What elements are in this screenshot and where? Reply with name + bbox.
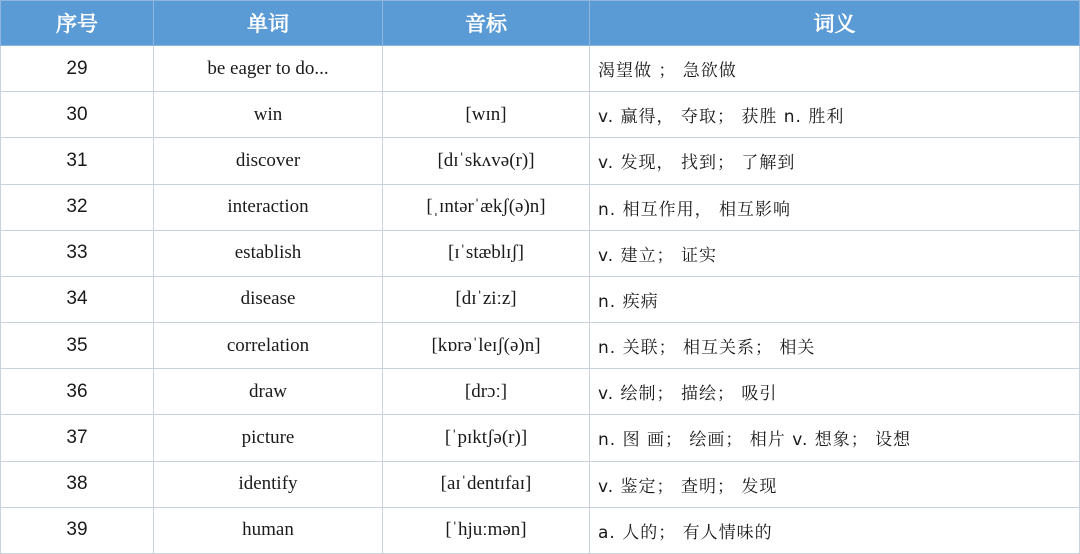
row-meaning: v. 赢得， 夺取； 获胜 n. 胜利 (590, 92, 1080, 138)
row-meaning: v. 建立； 证实 (590, 230, 1080, 276)
row-phonetic: [ˈpɪktʃə(r)] (383, 415, 590, 461)
header-number: 序号 (1, 1, 154, 46)
row-phonetic: [ˈhjuːmən] (383, 507, 590, 553)
header-meaning: 词义 (590, 1, 1080, 46)
row-number: 30 (1, 92, 154, 138)
row-meaning: n. 相互作用， 相互影响 (590, 184, 1080, 230)
row-meaning: n. 疾病 (590, 276, 1080, 322)
row-number: 35 (1, 323, 154, 369)
table-row (1, 92, 1080, 138)
table-row (1, 507, 1080, 553)
table-row (1, 323, 1080, 369)
row-meaning: v. 发现， 找到； 了解到 (590, 138, 1080, 184)
row-number: 31 (1, 138, 154, 184)
table-row (1, 184, 1080, 230)
row-number: 38 (1, 461, 154, 507)
row-word: establish (154, 230, 383, 276)
row-phonetic: [ɪˈstæblɪʃ] (383, 230, 590, 276)
row-word: interaction (154, 184, 383, 230)
table-row (1, 230, 1080, 276)
row-number: 34 (1, 276, 154, 322)
table-row (1, 46, 1080, 92)
table-row (1, 369, 1080, 415)
row-word: correlation (154, 323, 383, 369)
row-number: 37 (1, 415, 154, 461)
row-phonetic: [wɪn] (383, 92, 590, 138)
row-meaning: a. 人的； 有人情味的 (590, 507, 1080, 553)
row-word: identify (154, 461, 383, 507)
header-phonetic: 音标 (383, 1, 590, 46)
row-word: picture (154, 415, 383, 461)
row-word: draw (154, 369, 383, 415)
table-row (1, 461, 1080, 507)
row-phonetic: [dɪˈskʌvə(r)] (383, 138, 590, 184)
row-meaning: n. 图 画； 绘画； 相片 v. 想象； 设想 (590, 415, 1080, 461)
row-number: 29 (1, 46, 154, 92)
row-phonetic: [aɪˈdentɪfaɪ] (383, 461, 590, 507)
row-meaning: n. 关联； 相互关系； 相关 (590, 323, 1080, 369)
header-row (1, 1, 1080, 46)
header-word: 单词 (154, 1, 383, 46)
row-meaning: 渴望做 ； 急欲做 (590, 46, 1080, 92)
row-number: 36 (1, 369, 154, 415)
table-body (1, 46, 1080, 554)
row-word: be eager to do... (154, 46, 383, 92)
row-phonetic: [dɪˈziːz] (383, 276, 590, 322)
row-meaning: v. 鉴定； 查明； 发现 (590, 461, 1080, 507)
table-row (1, 138, 1080, 184)
table-header (1, 1, 1080, 46)
row-word: human (154, 507, 383, 553)
row-word: disease (154, 276, 383, 322)
row-phonetic: [drɔː] (383, 369, 590, 415)
row-number: 39 (1, 507, 154, 553)
row-phonetic: [ˌɪntərˈækʃ(ə)n] (383, 184, 590, 230)
table-row (1, 276, 1080, 322)
row-phonetic: [kɒrəˈleɪʃ(ə)n] (383, 323, 590, 369)
row-number: 32 (1, 184, 154, 230)
row-phonetic (383, 46, 590, 92)
row-number: 33 (1, 230, 154, 276)
row-word: discover (154, 138, 383, 184)
row-word: win (154, 92, 383, 138)
table-row (1, 415, 1080, 461)
row-meaning: v. 绘制； 描绘； 吸引 (590, 369, 1080, 415)
